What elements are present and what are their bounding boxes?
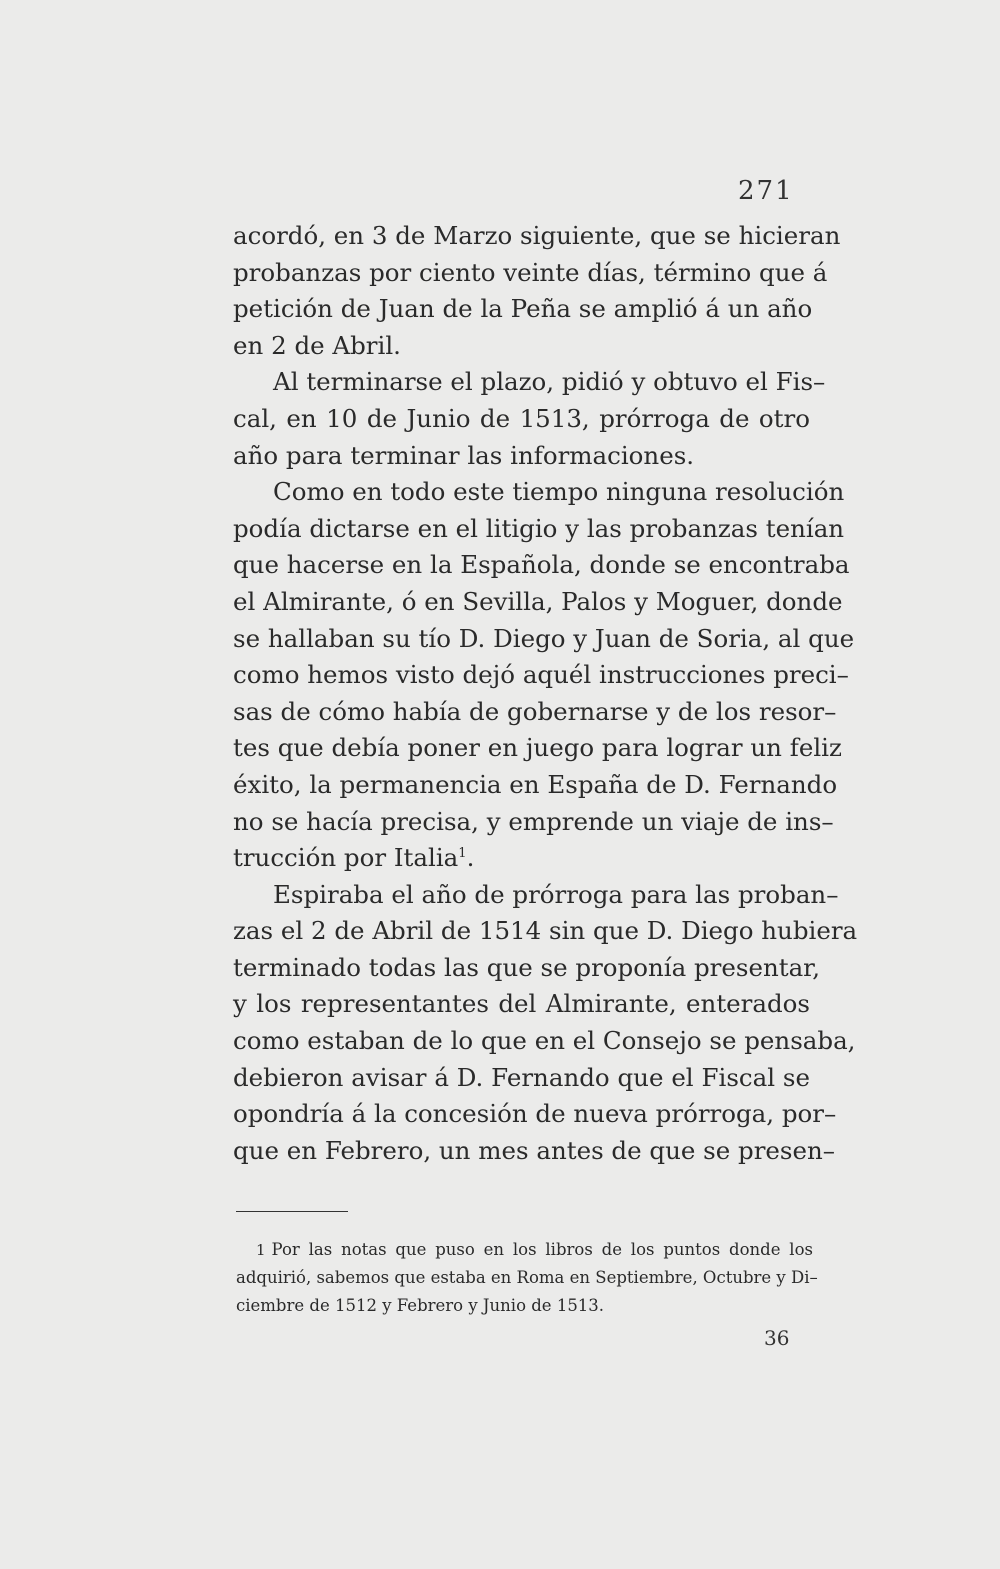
text-line: Como en todo este tiempo ninguna resolución [273, 477, 845, 507]
text-line: que en Febrero, un mes antes de que se presen– [233, 1135, 836, 1165]
page-number: 271 [738, 176, 794, 206]
text-line: probanzas por ciento veinte días, término que á [233, 257, 828, 287]
text-line: cal, en 10 de Junio de 1513, prórroga de otro [233, 403, 810, 433]
text-line: año para terminar las informaciones. [233, 440, 695, 470]
text-line: zas el 2 de Abril de 1514 sin que D. Diego hubiera [233, 916, 858, 946]
text-line: tes que debía poner en juego para lograr un feliz [233, 733, 842, 763]
text-line-content: trucción por Italia [233, 843, 459, 873]
signature-mark: 36 [764, 1326, 790, 1350]
footnote-divider [236, 1211, 348, 1212]
footnote-line [236, 1236, 813, 1264]
text-line: Al terminarse el plazo, pidió y obtuvo el Fis– [273, 367, 826, 397]
sentence-end: . [466, 843, 475, 873]
text-line: como estaban de lo que en el Consejo se pensaba, [233, 1026, 856, 1056]
text-line: el Almirante, ó en Sevilla, Palos y Moguer, donde [233, 586, 843, 616]
text-line: terminado todas las que se proponía presentar, [233, 952, 820, 982]
text-line: petición de Juan de la Peña se amplió á un año [233, 294, 813, 324]
text-line: éxito, la permanencia en España de D. Fernando [233, 769, 838, 799]
text-line: que hacerse en la Española, donde se encontraba [233, 550, 850, 580]
text-line: opondría á la concesión de nueva prórroga, por– [233, 1099, 837, 1129]
footnote [236, 1236, 818, 1320]
text-line: en 2 de Abril. [233, 330, 401, 360]
footnote-line: ciembre de 1512 y Febrero y Junio de 1513. [236, 1296, 605, 1315]
text-line: no se hacía precisa, y emprende un viaje de ins– [233, 806, 834, 836]
footnote-line: adquirió, sabemos que estaba en Roma en Septiembre, Octubre y Di– [236, 1268, 818, 1287]
footnote-line-text: Por las notas que puso en los libros de los puntos donde los [271, 1240, 813, 1259]
text-line: como hemos visto dejó aquél instrucciones preci– [233, 660, 849, 690]
text-line [233, 840, 810, 877]
text-line: acordó, en 3 de Marzo siguiente, que se hicieran [233, 221, 841, 250]
footnote-reference[interactable]: 1 [458, 845, 467, 861]
text-line: y los representantes del Almirante, enterados [233, 989, 810, 1019]
text-line: podía dictarse en el litigio y las probanzas tenían [233, 513, 845, 543]
text-line: se hallaban su tío D. Diego y Juan de Soria, al que [233, 623, 855, 653]
text-line: Espiraba el año de prórroga para las proban– [273, 879, 839, 909]
footnote-marker: 1 [256, 1241, 266, 1259]
body-text [233, 218, 858, 1169]
text-line: debieron avisar á D. Fernando que el Fiscal se [233, 1062, 810, 1092]
text-line: sas de cómo había de gobernarse y de los resor– [233, 696, 837, 726]
